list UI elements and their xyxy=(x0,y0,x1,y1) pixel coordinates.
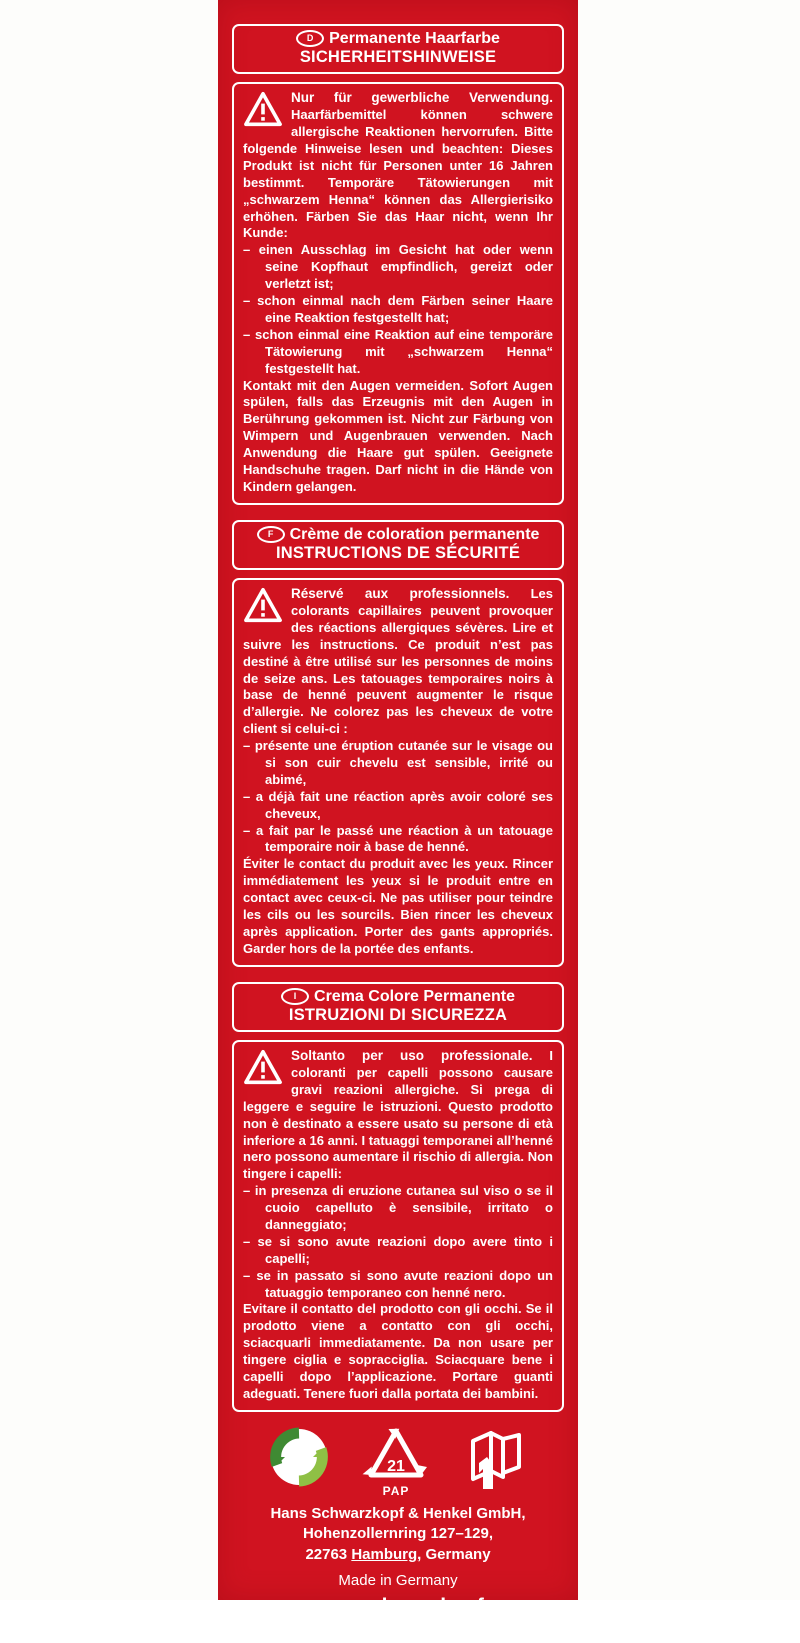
french-bullet-1: – présente une éruption cutanée sur le visage ou si son cuir chevelu est sensible, irrité ou abimé, xyxy=(243,738,553,787)
italian-subtitle: ISTRUZIONI DI SICUREZZA xyxy=(288,1006,508,1025)
language-code-d: D xyxy=(306,33,314,43)
italian-closing: Evitare il contatto del prodotto con gli occhi. Se il prodotto viene a contatto con gli occhi, sciacquarli immediatamente. Da non usare per tingere ciglia e sopracciglia. Sciacquare bene i capelli dopo l’applicazione. Portare guanti adeguati. Tenere fuori dalla portata dei bambini. xyxy=(243,1301,553,1401)
warning-triangle-icon xyxy=(243,1049,283,1085)
french-bullet-2: – a déjà fait une réaction après avoir coloré ses cheveux, xyxy=(243,788,553,821)
italian-product-title: Crema Colore Permanente xyxy=(314,987,515,1005)
italian-title xyxy=(240,988,556,1006)
language-code-f: F xyxy=(267,528,274,539)
french-closing: Éviter le contact du produit avec les yeux. Rincer immédiatement les yeux si le produit entre en contact avec ceux-ci. Ne pas utiliser pour teindre les cils ou les sourcils. Bien rincer les cheveux après application. Porter des gants appropriés. Garder hors de la portée des enfants. xyxy=(243,856,553,956)
language-code-d-icon xyxy=(296,30,324,47)
german-lead-paragraph xyxy=(243,89,553,242)
manufacturer-address xyxy=(232,1504,564,1566)
warning-triangle-icon xyxy=(243,587,283,623)
green-dot-icon xyxy=(269,1427,329,1492)
pap-label: PAP xyxy=(382,1483,410,1498)
german-lead-rest: Haarfärbemittel können schwere allergische Reaktionen hervorrufen. Bitte folgende Hinweise lesen und beachten: Dieses Produkt ist nicht für Personen unter 16 Jahren bestimmt. Temporäre Tätowierungen mit „schwarzem Henna“ können das Allergierisiko erhöhen. Färben Sie das Haar nicht, wenn Ihr Kunde: xyxy=(243,107,553,241)
french-lead-bold: Réservé aux professionnels. xyxy=(291,586,510,602)
address-line-1: Hans Schwarzkopf & Henkel GmbH, xyxy=(270,1504,526,1522)
french-product-title: Crème de coloration permanente xyxy=(289,525,540,543)
italian-body-box xyxy=(232,1040,564,1412)
italian-lead-paragraph xyxy=(243,1047,553,1183)
german-bullet-3: – schon einmal eine Reaktion auf eine temporäre Tätowierung mit „schwarzem Henna“ festgestellt hat. xyxy=(243,326,553,376)
section-german xyxy=(232,24,564,505)
svg-text:21: 21 xyxy=(387,1457,405,1475)
recycling-symbols-row xyxy=(232,1427,564,1498)
language-code-f-icon xyxy=(257,526,285,543)
website-url: www.schwarzkopf-professional.com xyxy=(305,1594,491,1642)
french-lead-rest: Les colorants capillaires peuvent provoquer des réactions allergiques sévères. Lire et suivre les instructions. Ce produit n’est pas destiné à être utilisé sur les personnes de moins de seize ans. Les tatouages temporaires noirs à base de henné peuvent augmenter le risque d’allergie. Ne colorez pas les cheveux de votre client si celui-ci : xyxy=(243,586,553,737)
german-body-box xyxy=(232,82,564,504)
made-in-label: Made in Germany xyxy=(338,1571,458,1589)
italian-bullet-3: – se in passato si sono avute reazioni dopo un tatuaggio temporaneo con henné nero. xyxy=(243,1267,553,1300)
french-title xyxy=(240,526,556,544)
city-underlined: Hamburg xyxy=(351,1546,418,1564)
postal-code: 22763 xyxy=(305,1546,352,1564)
italian-bullet-2: – se si sono avute reazioni dopo avere tinto i capelli; xyxy=(243,1233,553,1266)
german-bullet-2: – schon einmal nach dem Färben seiner Haare eine Reaktion festgestellt hat; xyxy=(243,293,553,325)
language-code-i: I xyxy=(293,990,297,1001)
italian-bullet-1: – in presenza di eruzione cutanea sul viso o se il cuoio capelluto è sensibile, irritato o danneggiato; xyxy=(243,1183,553,1232)
section-italian xyxy=(232,982,564,1412)
german-product-title: Permanente Haarfarbe xyxy=(329,30,500,47)
italian-lead-rest: I coloranti per capelli possono causare gravi reazioni allergiche. Si prega di leggere e seguire le istruzioni. Questo prodotto non è destinato a essere usato su persone di età inferiore a 16 anni. I tatuaggi temporanei all’henné nero possono aumentare il rischio di allergia. Non tingere i capelli: xyxy=(243,1048,553,1182)
french-bullet-3: – a fait par le passé une réaction à un tatouage temporaire noir à base de henné. xyxy=(243,822,553,855)
read-leaflet-icon xyxy=(463,1427,527,1494)
italian-lead-bold: Soltanto per uso professionale. xyxy=(291,1048,533,1064)
warning-triangle-icon xyxy=(243,91,283,127)
red-side-panel xyxy=(218,0,578,1642)
german-title xyxy=(240,30,556,48)
french-lead-paragraph xyxy=(243,585,553,738)
italian-header-box xyxy=(232,982,564,1032)
german-subtitle: SICHERHEITSHINWEISE xyxy=(299,48,497,67)
address-line-3 xyxy=(232,1545,564,1566)
german-header-box xyxy=(232,24,564,74)
footer xyxy=(232,1427,564,1643)
german-lead-bold: Nur für gewerbliche Verwendung. xyxy=(291,90,553,106)
french-body-box xyxy=(232,578,564,967)
french-subtitle: INSTRUCTIONS DE SÉCURITÉ xyxy=(275,544,521,563)
address-line-2: Hohenzollernring 127–129, xyxy=(302,1525,494,1543)
german-closing: Kontakt mit den Augen vermeiden. Sofort Augen spülen, falls das Erzeugnis mit den Augen in Berührung gekommen ist. Nicht zur Färbung von Wimpern und Augenbrauen verwenden. Nach Anwendung die Haare gut spülen. Geeignete Handschuhe tragen. Darf nicht in die Hände von Kindern gelangen. xyxy=(243,377,553,494)
language-code-i-icon xyxy=(281,988,309,1005)
german-bullet-1: – einen Ausschlag im Gesicht hat oder wenn seine Kopfhaut empfindlich, gereizt oder verletzt ist; xyxy=(243,242,553,292)
pap-21-recycling-icon xyxy=(365,1427,427,1498)
country: , Germany xyxy=(417,1546,491,1564)
section-french xyxy=(232,520,564,967)
french-header-box xyxy=(232,520,564,570)
